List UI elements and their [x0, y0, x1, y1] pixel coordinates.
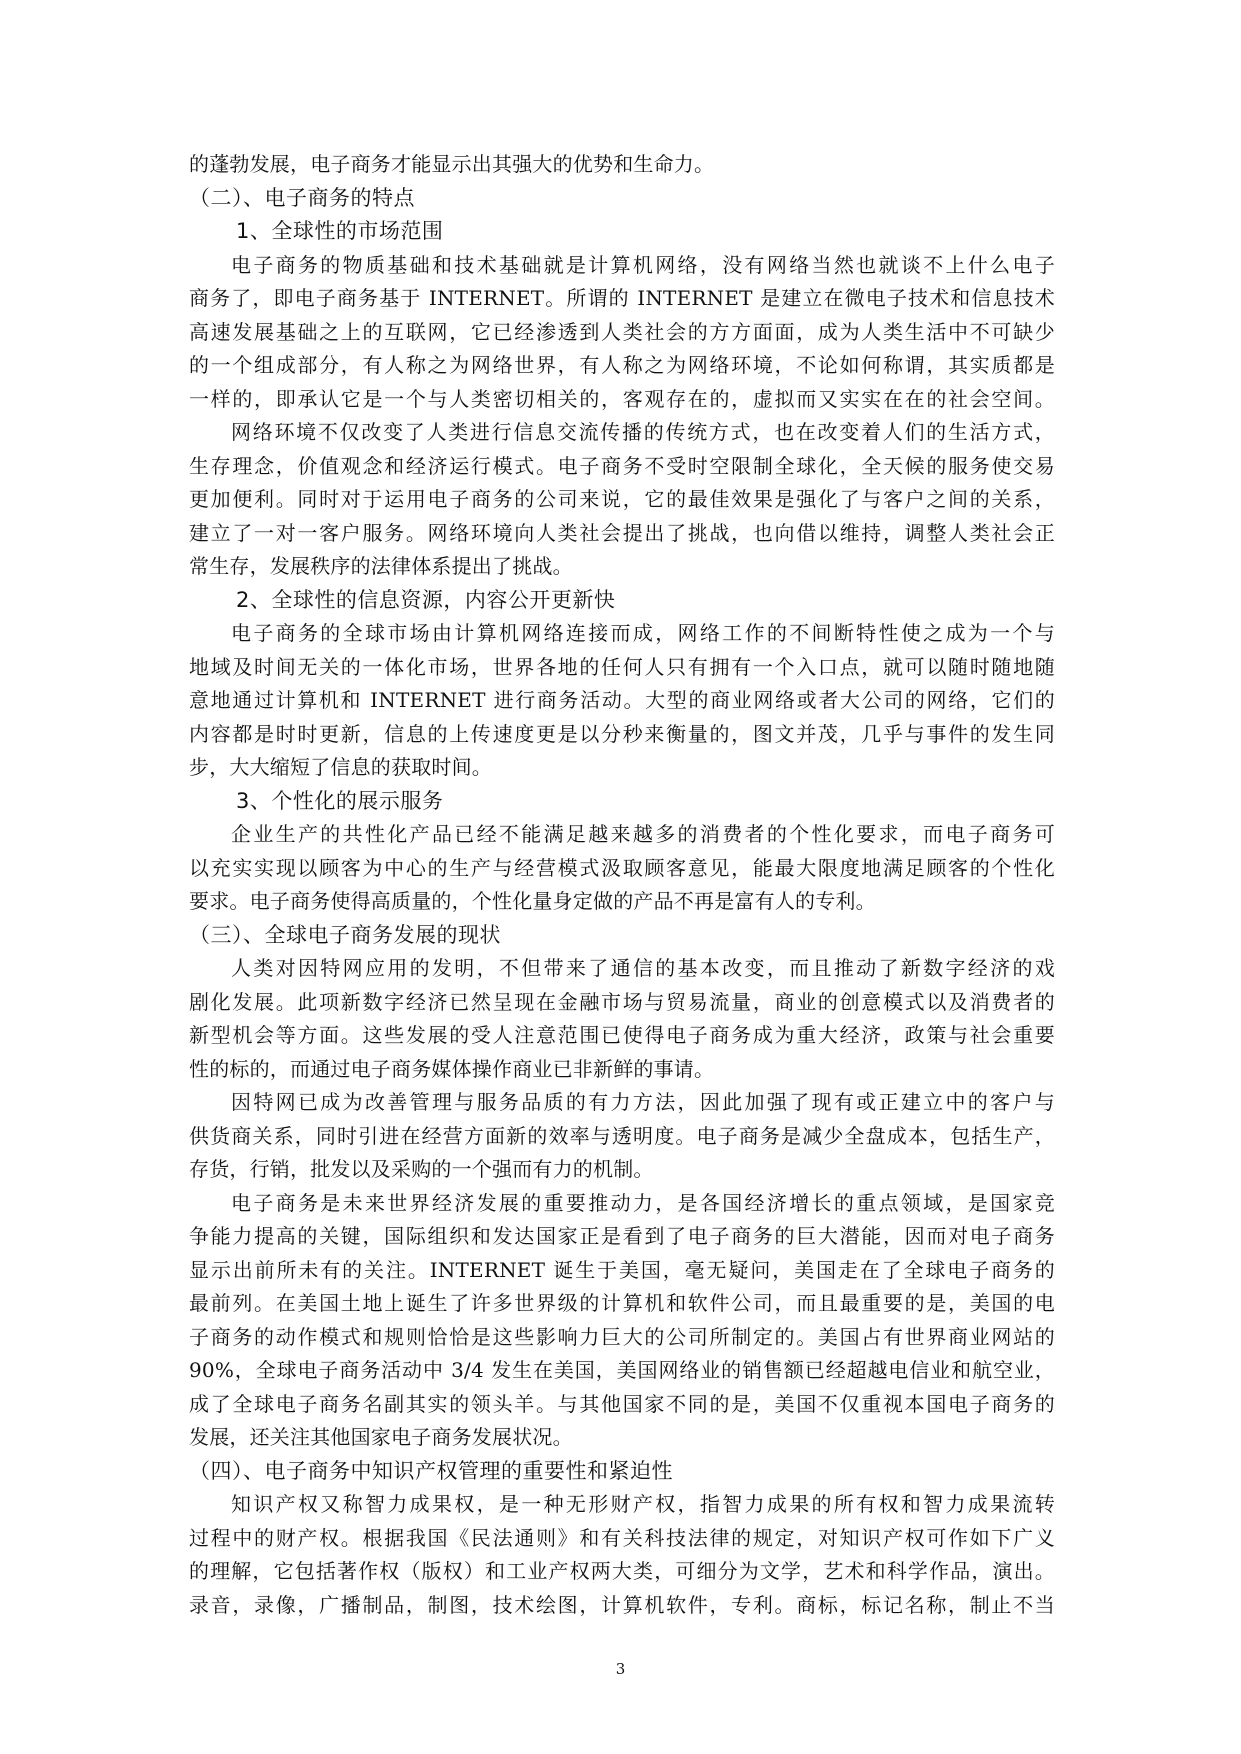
paragraph-line: 电子商务的物质基础和技术基础就是计算机网络，没有网络当然也就谈不上什么电子 — [231, 252, 1055, 277]
paragraph-line: 显示出前所未有的关注。INTERNET 诞生于美国，毫无疑问，美国走在了全球电子商务的 — [189, 1257, 1055, 1282]
paragraph-line: 高速发展基础之上的互联网，它已经渗透到人类社会的方方面面，成为人类生活中不可缺少 — [189, 319, 1055, 344]
paragraph-line: 常生存，发展秩序的法律体系提出了挑战。 — [189, 554, 573, 578]
paragraph-line: 子商务的动作模式和规则恰恰是这些影响力巨大的公司所制定的。美国占有世界商业网站的 — [189, 1324, 1055, 1349]
subsection-heading: 2、全球性的信息资源，内容公开更新快 — [236, 587, 616, 612]
paragraph-line: 地域及时间无关的一体化市场，世界各地的任何人只有拥有一个入口点，就可以随时随地随 — [189, 654, 1055, 679]
subsection-heading: 1、全球性的市场范围 — [236, 219, 444, 243]
paragraph-line: 企业生产的共性化产品已经不能满足越来越多的消费者的个性化要求，而电子商务可 — [231, 822, 1055, 846]
paragraph-line: 因特网已成为改善管理与服务品质的有力方法，因此加强了现有或正建立中的客户与 — [231, 1090, 1055, 1114]
paragraph-line: 的一个组成部分，有人称之为网络世界，有人称之为网络环境，不论如何称谓，其实质都是 — [189, 353, 1055, 377]
paragraph-line: 的理解，它包括著作权（版权）和工业产权两大类，可细分为文学，艺术和科学作品，演出。 — [189, 1559, 1055, 1583]
paragraph-line: 存货，行销，批发以及采购的一个强而有力的机制。 — [189, 1157, 654, 1181]
paragraph-line: 录音，录像，广播制品，制图，技术绘图，计算机软件，专利。商标，标记名称，制止不当 — [189, 1592, 1055, 1617]
paragraph-line: 人类对因特网应用的发明，不但带来了通信的基本改变，而且推动了新数字经济的戏 — [231, 956, 1055, 980]
paragraph-line: 商务了，即电子商务基于 INTERNET。所谓的 INTERNET 是建立在微电子技术和信息技术 — [189, 286, 1055, 310]
section-heading: （四）、电子商务中知识产权管理的重要性和紧迫性 — [189, 1458, 673, 1483]
paragraph-line: 供货商关系，同时引进在经营方面新的效率与透明度。电子商务是减少全盘成本，包括生产， — [189, 1123, 1055, 1148]
paragraph-line: 新型机会等方面。这些发展的受人注意范围已使得电子商务成为重大经济，政策与社会重要 — [189, 1023, 1055, 1047]
paragraph-line: 成了全球电子商务名副其实的领头羊。与其他国家不同的是，美国不仅重视本国电子商务的 — [189, 1391, 1055, 1416]
paragraph-line: 步，大大缩短了信息的获取时间。 — [189, 755, 492, 779]
page-number: 3 — [615, 1660, 626, 1678]
paragraph-line: 内容都是时时更新，信息的上传速度更是以分秒来衡量的，图文并茂，几乎与事件的发生同 — [189, 721, 1055, 746]
paragraph-line: 建立了一对一客户服务。网络环境向人类社会提出了挑战，也向借以维持，调整人类社会正 — [189, 520, 1055, 545]
paragraph-line: 电子商务是未来世界经济发展的重要推动力，是各国经济增长的重点领域，是国家竞 — [231, 1190, 1055, 1215]
subsection-heading: 3、个性化的展示服务 — [236, 788, 444, 813]
section-heading: （三）、全球电子商务发展的现状 — [189, 922, 501, 947]
paragraph-line: 意地通过计算机和 INTERNET 进行商务活动。大型的商业网络或者大公司的网络，它们的 — [189, 688, 1055, 712]
paragraph-line: 电子商务的全球市场由计算机网络连接而成，网络工作的不间断特性使之成为一个与 — [231, 621, 1055, 645]
paragraph-line: 的蓬勃发展，电子商务才能显示出其强大的优势和生命力。 — [189, 152, 715, 176]
paragraph-line: 过程中的财产权。根据我国《民法通则》和有关科技法律的规定，对知识产权可作如下广义 — [189, 1525, 1055, 1550]
paragraph-line: 最前列。在美国土地上诞生了许多世界级的计算机和软件公司，而且最重要的是，美国的电 — [189, 1291, 1055, 1315]
paragraph-line: 更加便利。同时对于运用电子商务的公司来说，它的最佳效果是强化了与客户之间的关系， — [189, 487, 1055, 511]
paragraph-line: 以充实实现以顾客为中心的生产与经营模式汲取顾客意见，能最大限度地满足顾客的个性化 — [189, 855, 1055, 880]
paragraph-line: 剧化发展。此项新数字经济已然呈现在金融市场与贸易流量，商业的创意模式以及消费者的 — [189, 989, 1055, 1014]
paragraph-line: 生存理念，价值观念和经济运行模式。电子商务不受时空限制全球化，全天候的服务使交易 — [189, 453, 1055, 478]
paragraph-line: 性的标的，而通过电子商务媒体操作商业已非新鲜的事请。 — [189, 1056, 715, 1081]
paragraph-line: 90%，全球电子商务活动中 3/4 发生在美国，美国网络业的销售额已经超越电信业和航空业， — [189, 1358, 1055, 1382]
document-body — [189, 148, 1055, 1622]
section-heading: （二）、电子商务的特点 — [189, 185, 415, 210]
paragraph-line: 要求。电子商务使得高质量的，个性化量身定做的产品不再是富有人的专利。 — [189, 889, 876, 913]
paragraph-line: 发展，还关注其他国家电子商务发展状况。 — [189, 1425, 573, 1449]
paragraph-line: 知识产权又称智力成果权，是一种无形财产权，指智力成果的所有权和智力成果流转 — [231, 1492, 1055, 1516]
paragraph-line: 一样的，即承认它是一个与人类密切相关的，客观存在的，虚拟而又实实在在的社会空间。 — [189, 386, 1055, 411]
paragraph-line: 网络环境不仅改变了人类进行信息交流传播的传统方式，也在改变着人们的生活方式， — [231, 420, 1055, 444]
paragraph-line: 争能力提高的关键，国际组织和发达国家正是看到了电子商务的巨大潜能，因而对电子商务 — [189, 1224, 1055, 1248]
